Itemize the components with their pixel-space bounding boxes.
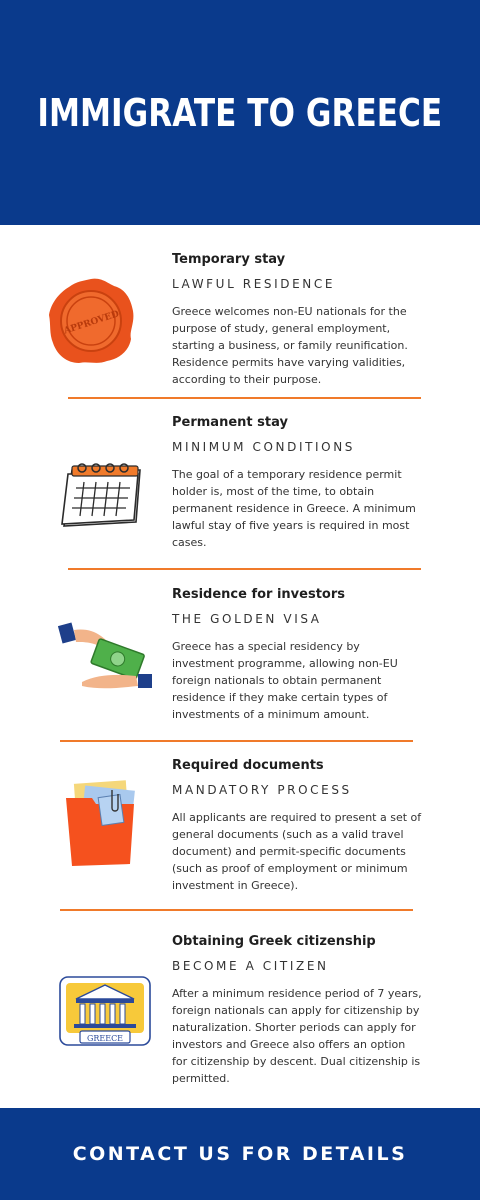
- section-documents: [172, 758, 422, 894]
- wax-seal-icon: [45, 275, 137, 367]
- document-folder-icon: [62, 778, 142, 868]
- money-handover-icon: [58, 620, 158, 692]
- section-subtitle: BECOME A CITIZEN: [172, 959, 329, 973]
- section-title: Obtaining Greek citizenship: [172, 934, 376, 949]
- section-divider: [60, 740, 413, 742]
- section-investors: [172, 587, 422, 723]
- section-body: The goal of a temporary residence permit holder is, most of the time, to obtain permanent residence in Greece. A minimum lawful stay of five years is required in most cases.: [172, 468, 416, 549]
- header-banner: [0, 0, 480, 225]
- section-body: After a minimum residence period of 7 years, foreign nationals can apply for citizenship by naturalization. Shorter periods can apply for investors and Greece also offers an option for citizenship by descent. Dual citizenship is permitted.: [172, 987, 422, 1085]
- section-body: Greece has a special residency by investment programme, allowing non-EU foreign nationals to obtain permanent residence if they make certain types of investments of a minimum amount.: [172, 640, 398, 721]
- section-citizenship: [172, 934, 422, 1087]
- page-title: IMMIGRATE TO GREECE: [37, 90, 443, 135]
- section-subtitle: MINIMUM CONDITIONS: [172, 440, 356, 454]
- section-title: Required documents: [172, 758, 324, 773]
- section-subtitle: MANDATORY PROCESS: [172, 783, 352, 797]
- section-body: Greece welcomes non-EU nationals for the purpose of study, general employment, starting a business, or family reunification. Residence permits have varying validities, according to their purpose.: [172, 305, 408, 386]
- section-divider: [60, 909, 413, 911]
- section-title: Residence for investors: [172, 587, 346, 602]
- section-divider: [68, 397, 421, 399]
- section-permanent-stay: [172, 415, 422, 551]
- section-title: Temporary stay: [172, 252, 286, 267]
- calendar-icon: [58, 460, 148, 530]
- temple-banner-text: GREECE: [86, 1034, 124, 1043]
- section-body: All applicants are required to present a set of general documents (such as a valid travel document) and permit-specific documents (such as proof of employment or minimum investment in Greece).: [172, 811, 422, 892]
- section-subtitle: LAWFUL RESIDENCE: [172, 277, 336, 291]
- seal-text: APPROVED: [62, 309, 121, 337]
- section-divider: [68, 568, 421, 570]
- section-subtitle: THE GOLDEN VISA: [172, 612, 322, 626]
- contact-banner[interactable]: [0, 1108, 480, 1200]
- section-title: Permanent stay: [172, 415, 288, 430]
- contact-cta[interactable]: CONTACT US FOR DETAILS: [72, 1143, 408, 1165]
- greek-temple-icon: [58, 975, 152, 1047]
- section-temporary-stay: [172, 252, 422, 388]
